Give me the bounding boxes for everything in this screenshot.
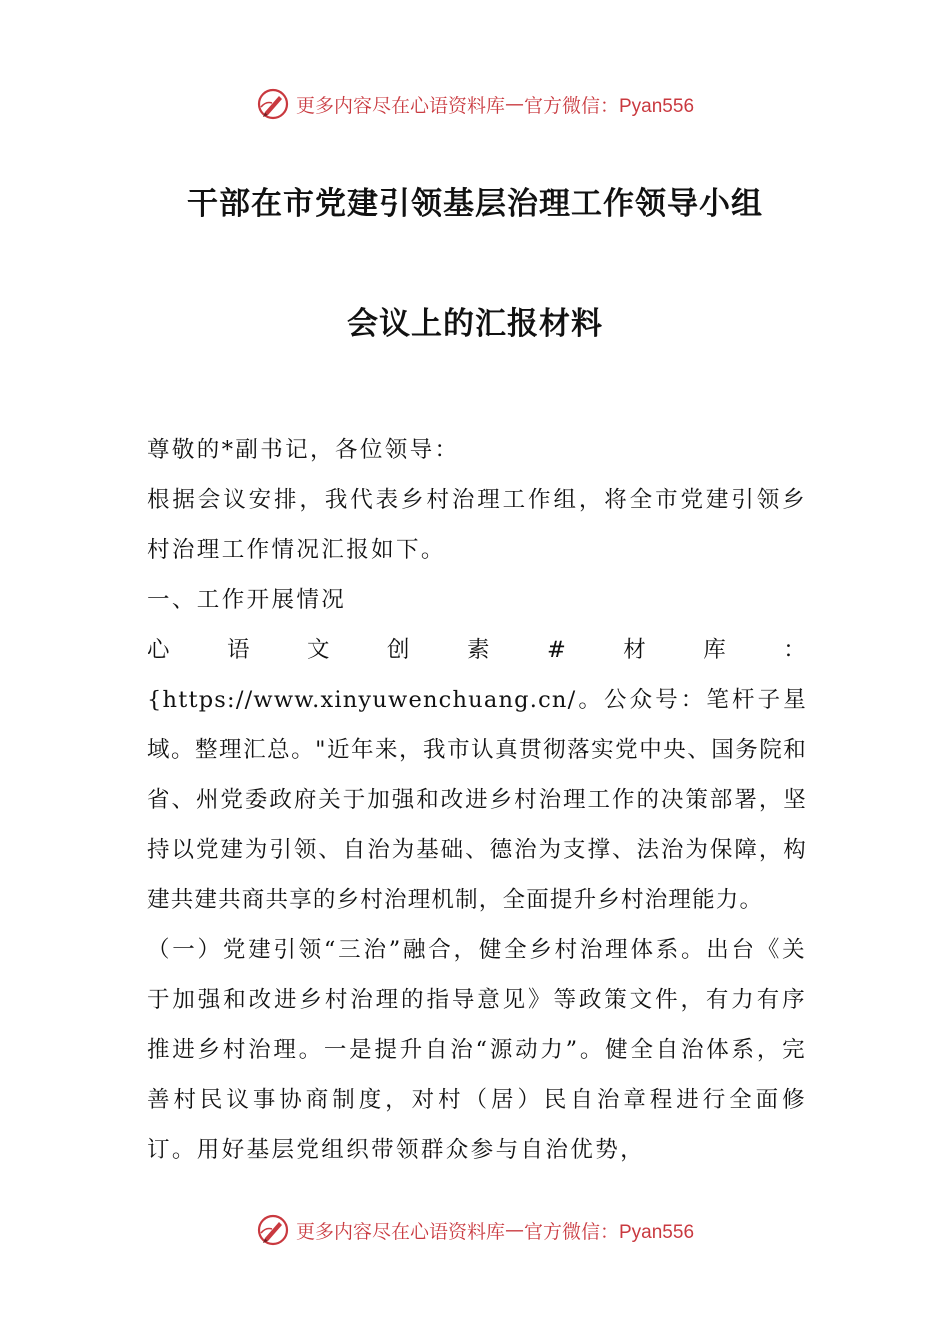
banner-slogan: 更多内容尽在心语资料库 (295, 1220, 505, 1243)
header-watermark-banner (0, 84, 950, 124)
banner-wechat-account: 官方微信：Pyan556 (524, 1221, 695, 1243)
banner-slogan: 更多内容尽在心语资料库 (295, 94, 505, 117)
overview-paragraph: 心语文创素#材库：{https://www.xinyuwenchuang.cn/。公众号：笔杆子星域。整理汇总。"近年来，我市认真贯彻落实党中央、国务院和省、州党委政府关于加强和改进乡村治理工作的决策部署，坚持以党建为引领、自治为基础、德治为支撑、法治为保障，构建共建共商共享的乡村治理机制，全面提升乡村治理能力。 (147, 637, 807, 913)
footer-watermark-banner (0, 1210, 950, 1250)
document-body (147, 425, 807, 1175)
pen-logo-icon (256, 87, 290, 121)
subsection-paragraph: （一）党建引领“三治”融合，健全乡村治理体系。出台《关于加强和改进乡村治理的指导意见》等政策文件，有力有序推进乡村治理。一是提升自治“源动力”。健全自治体系，完善村民议事协商制度，对村（居）民自治章程进行全面修订。用好基层党组织带领群众参与自治优势， (147, 937, 807, 1163)
document-title-line-1: 干部在市党建引领基层治理工作领导小组 (187, 186, 763, 222)
banner-dash: — (505, 1219, 524, 1241)
intro-paragraph: 根据会议安排，我代表乡村治理工作组，将全市党建引领乡村治理工作情况汇报如下。 (147, 487, 807, 563)
salutation-paragraph: 尊敬的*副书记，各位领导： (147, 437, 460, 463)
document-title-line-2: 会议上的汇报材料 (347, 306, 603, 342)
banner-wechat-account: 官方微信：Pyan556 (524, 95, 695, 117)
banner-dash: — (505, 93, 524, 115)
section-heading: 一、工作开展情况 (147, 587, 347, 613)
pen-logo-icon (256, 1213, 290, 1247)
